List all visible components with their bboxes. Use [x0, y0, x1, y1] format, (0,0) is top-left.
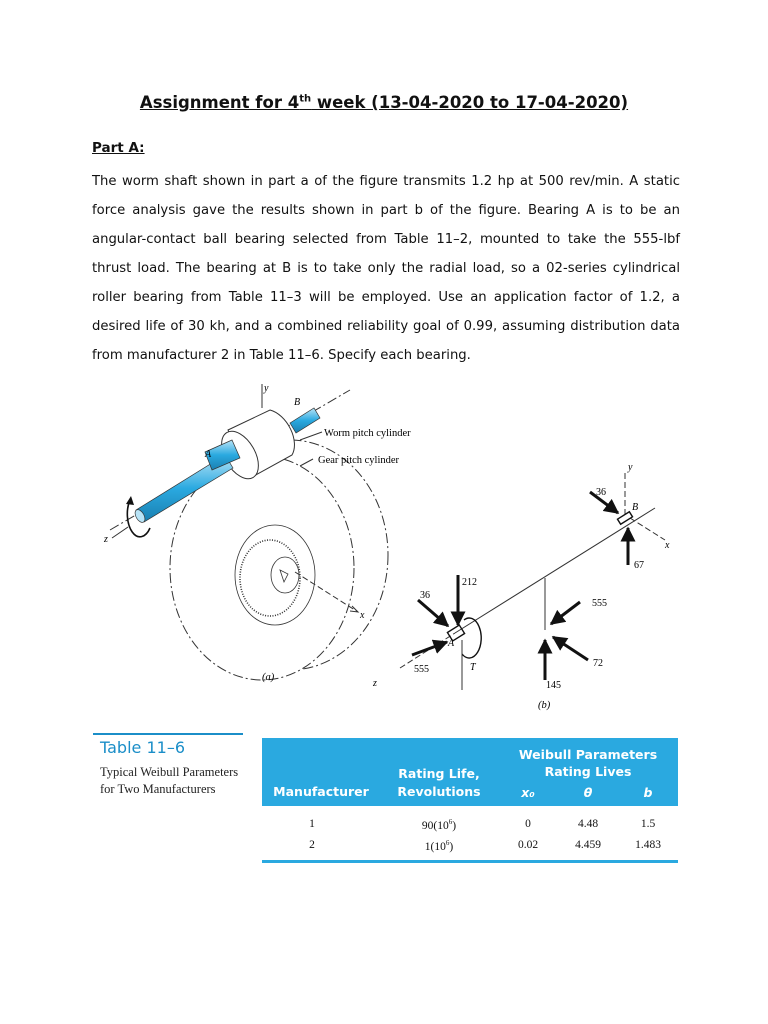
- cell-manufacturer: 2: [309, 839, 315, 851]
- header-weibull-2: Rating Lives: [544, 764, 632, 779]
- shaft-line-b: [455, 508, 655, 633]
- cell-theta: 4.459: [575, 839, 601, 851]
- label-145: 145: [546, 680, 561, 691]
- label-555-a: 555: [414, 664, 429, 675]
- figure-a-label: (a): [262, 672, 275, 683]
- header-manufacturer: Manufacturer: [273, 784, 369, 799]
- title-superscript: th: [299, 93, 312, 105]
- cell-rating-life: $90(10^6)$: [421, 818, 457, 832]
- table-bottom-rule: [262, 860, 678, 863]
- cell-b: 1.483: [635, 839, 661, 851]
- header-x0: x₀: [521, 785, 535, 800]
- cell-rating-life: $1(10^6)$: [424, 839, 454, 853]
- force-36-a: [418, 600, 448, 626]
- a-label-a: A: [205, 449, 212, 460]
- label-67: 67: [634, 560, 644, 571]
- x-label-b: x: [665, 540, 670, 551]
- gear-leader: [300, 459, 313, 466]
- problem-paragraph: The worm shaft shown in part a of the figure transmits 1.2 hp at 500 rev/min. A static force analysis gave the results shown in part b of the figure. Bearing A is to be an angular-contact ball bearing selected from Table 11–2, mounted to take the 555-lbf thrust load. The bearing at B is to take only the radial load, so a 02-series cylindrical roller bearing from Table 11–3 will be employed. Use an application factor of 1.2, a desired life of 30 kh, and a combined reliability goal of 0.99, assuming distribution data from manufacturer 2 in Table 11–6. Specify each bearing.: [92, 174, 680, 363]
- force-555-a: [412, 642, 447, 655]
- table-header: [262, 738, 678, 806]
- header-weibull-1: Weibull Parameters: [518, 747, 658, 762]
- b-label-b: B: [632, 502, 639, 513]
- worm-leader: [300, 432, 322, 440]
- label-212: 212: [462, 577, 477, 588]
- b-label-a: B: [294, 397, 301, 408]
- header-b: b: [643, 785, 653, 800]
- cell-b: 1.5: [640, 818, 656, 830]
- title-prefix: Assignment for 4: [139, 93, 300, 112]
- table-caption-title: Table 11–6: [100, 738, 185, 757]
- gear-pitch-label: Gear pitch cylinder: [318, 455, 400, 466]
- y-label-b: y: [628, 462, 633, 473]
- label-36-a: 36: [420, 590, 430, 601]
- cell-theta: 4.48: [577, 818, 599, 830]
- z-label-a: z: [104, 534, 108, 545]
- header-rating-life-2: Revolutions: [397, 784, 481, 799]
- table-row: [262, 835, 678, 856]
- figure-b-label: (b): [538, 700, 551, 711]
- figure-b: [370, 460, 680, 715]
- figure-a: [95, 378, 415, 688]
- force-72: [553, 637, 588, 660]
- t-label-b: T: [470, 662, 476, 673]
- table-caption-description: Typical Weibull Parameters for Two Manufacturers: [100, 765, 239, 796]
- cell-x0: 0: [525, 818, 531, 830]
- force-555-mid: [551, 602, 580, 624]
- a-label-b: A: [448, 638, 455, 649]
- page-title: [0, 93, 768, 112]
- label-36-top: 36: [596, 487, 606, 498]
- header-theta: θ: [583, 785, 593, 800]
- title-suffix: week (13-04-2020 to 17-04-2020): [311, 93, 629, 112]
- part-a-heading: Part A:: [92, 140, 145, 156]
- x-label-a: x: [360, 610, 365, 621]
- cell-manufacturer: 1: [309, 818, 315, 830]
- table-caption-rule: [93, 733, 243, 735]
- weibull-table: [262, 738, 678, 863]
- header-rating-life-1: Rating Life,: [398, 766, 480, 781]
- label-72: 72: [593, 658, 603, 669]
- shaft-b: [290, 408, 320, 433]
- worm-pitch-label: Worm pitch cylinder: [324, 428, 411, 439]
- label-555-mid: 555: [592, 598, 607, 609]
- torque-arrow-b: [462, 618, 481, 658]
- cell-x0: 0.02: [517, 839, 539, 851]
- z-label-b: z: [373, 678, 377, 689]
- table-row: [262, 814, 678, 835]
- y-label-a: y: [264, 383, 269, 394]
